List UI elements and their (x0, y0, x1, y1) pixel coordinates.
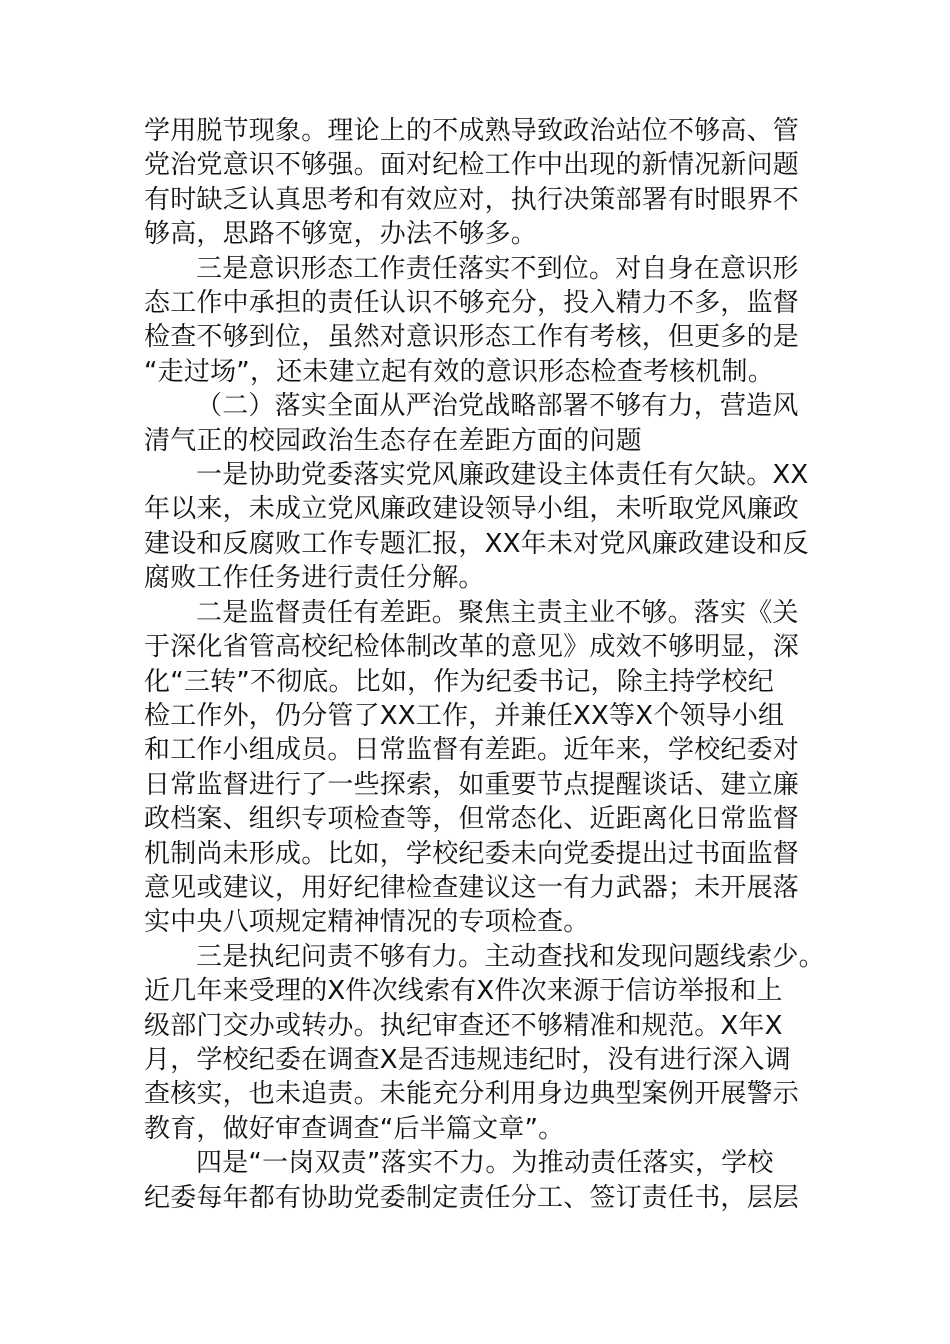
text-line: 三是执纪问责不够有力。主动查找和发现问题线索少。 (196, 941, 825, 972)
paragraph-accountability (144, 940, 825, 1146)
text-line: 一是协助党委落实党风廉政建设主体责任有欠缺。XX (196, 460, 809, 491)
text-line: 建设和反腐败工作专题汇报，XX年未对党风廉政建设和反 (144, 528, 809, 559)
text-line: 二是监督责任有差距。聚焦主责主业不够。落实《关 (196, 597, 799, 628)
document-page (144, 114, 825, 1215)
text-line: 机制尚未形成。比如，学校纪委未向党委提出过书面监督 (144, 838, 800, 869)
text-line: 化“三转”不彻底。比如，作为纪委书记，除主持学校纪 (144, 666, 774, 697)
text-line: “走过场”，还未建立起有效的意识形态检查考核机制。 (144, 356, 774, 387)
text-line: 有时缺乏认真思考和有效应对，执行决策部署有时眼界不 (144, 184, 800, 215)
text-line: 查核实，也未追责。未能充分利用身边典型案例开展警示 (144, 1079, 800, 1110)
text-line: 三是意识形态工作责任落实不到位。对自身在意识形 (196, 253, 799, 284)
text-line: 政档案、组织专项检查等，但常态化、近距离化日常监督 (144, 804, 800, 835)
text-line: 实中央八项规定精神情况的专项检查。 (144, 907, 590, 938)
text-line: 年以来，未成立党风廉政建设领导小组，未听取党风廉政 (144, 494, 800, 525)
text-line: 检工作外，仍分管了XX工作，并兼任XX等X个领导小组 (144, 700, 785, 731)
paragraph-continuation (144, 114, 808, 252)
text-line: 党治党意识不够强。面对纪检工作中出现的新情况新问题 (144, 150, 800, 181)
paragraph-dual-responsibility (144, 1146, 808, 1215)
text-line: 和工作小组成员。日常监督有差距。近年来，学校纪委对 (144, 735, 800, 766)
text-line: 态工作中承担的责任认识不够充分，投入精力不多，监督 (144, 288, 800, 319)
text-line: 近几年来受理的X件次线索有X件次来源于信访举报和上 (144, 976, 783, 1007)
text-line: 意见或建议，用好纪律检查建议这一有力武器；未开展落 (144, 872, 800, 903)
text-line: 于深化省管高校纪检体制改革的意见》成效不够明显，深 (144, 632, 800, 663)
text-line: 日常监督进行了一些探索，如重要节点提醒谈话、建立廉 (144, 769, 800, 800)
text-line: 够高，思路不够宽，办法不够多。 (144, 219, 538, 250)
text-line: 四是“一岗双责”落实不力。为推动责任落实，学校 (196, 1148, 774, 1179)
text-line: 清气正的校园政治生态存在差距方面的问题 (144, 425, 642, 456)
paragraph-supervision-duty (144, 596, 808, 940)
text-line: 教育，做好审查调查“后半篇文章”。 (144, 1113, 565, 1144)
text-line: 级部门交办或转办。执纪审查还不够精准和规范。X年X (144, 1010, 783, 1041)
paragraph-party-discipline (144, 458, 808, 596)
text-line: （二）落实全面从严治党战略部署不够有力，营造风 (196, 391, 799, 422)
text-line: 学用脱节现象。理论上的不成熟导致政治站位不够高、管 (144, 116, 800, 146)
text-line: 检查不够到位，虽然对意识形态工作有考核，但更多的是 (144, 322, 800, 353)
text-line: 纪委每年都有协助党委制定责任分工、签订责任书，层层 (144, 1182, 800, 1213)
section-heading (144, 389, 808, 458)
text-line: 月，学校纪委在调查X是否违规违纪时，没有进行深入调 (144, 1044, 791, 1075)
paragraph-ideology-responsibility (144, 252, 808, 390)
text-line: 腐败工作任务进行责任分解。 (144, 563, 485, 594)
